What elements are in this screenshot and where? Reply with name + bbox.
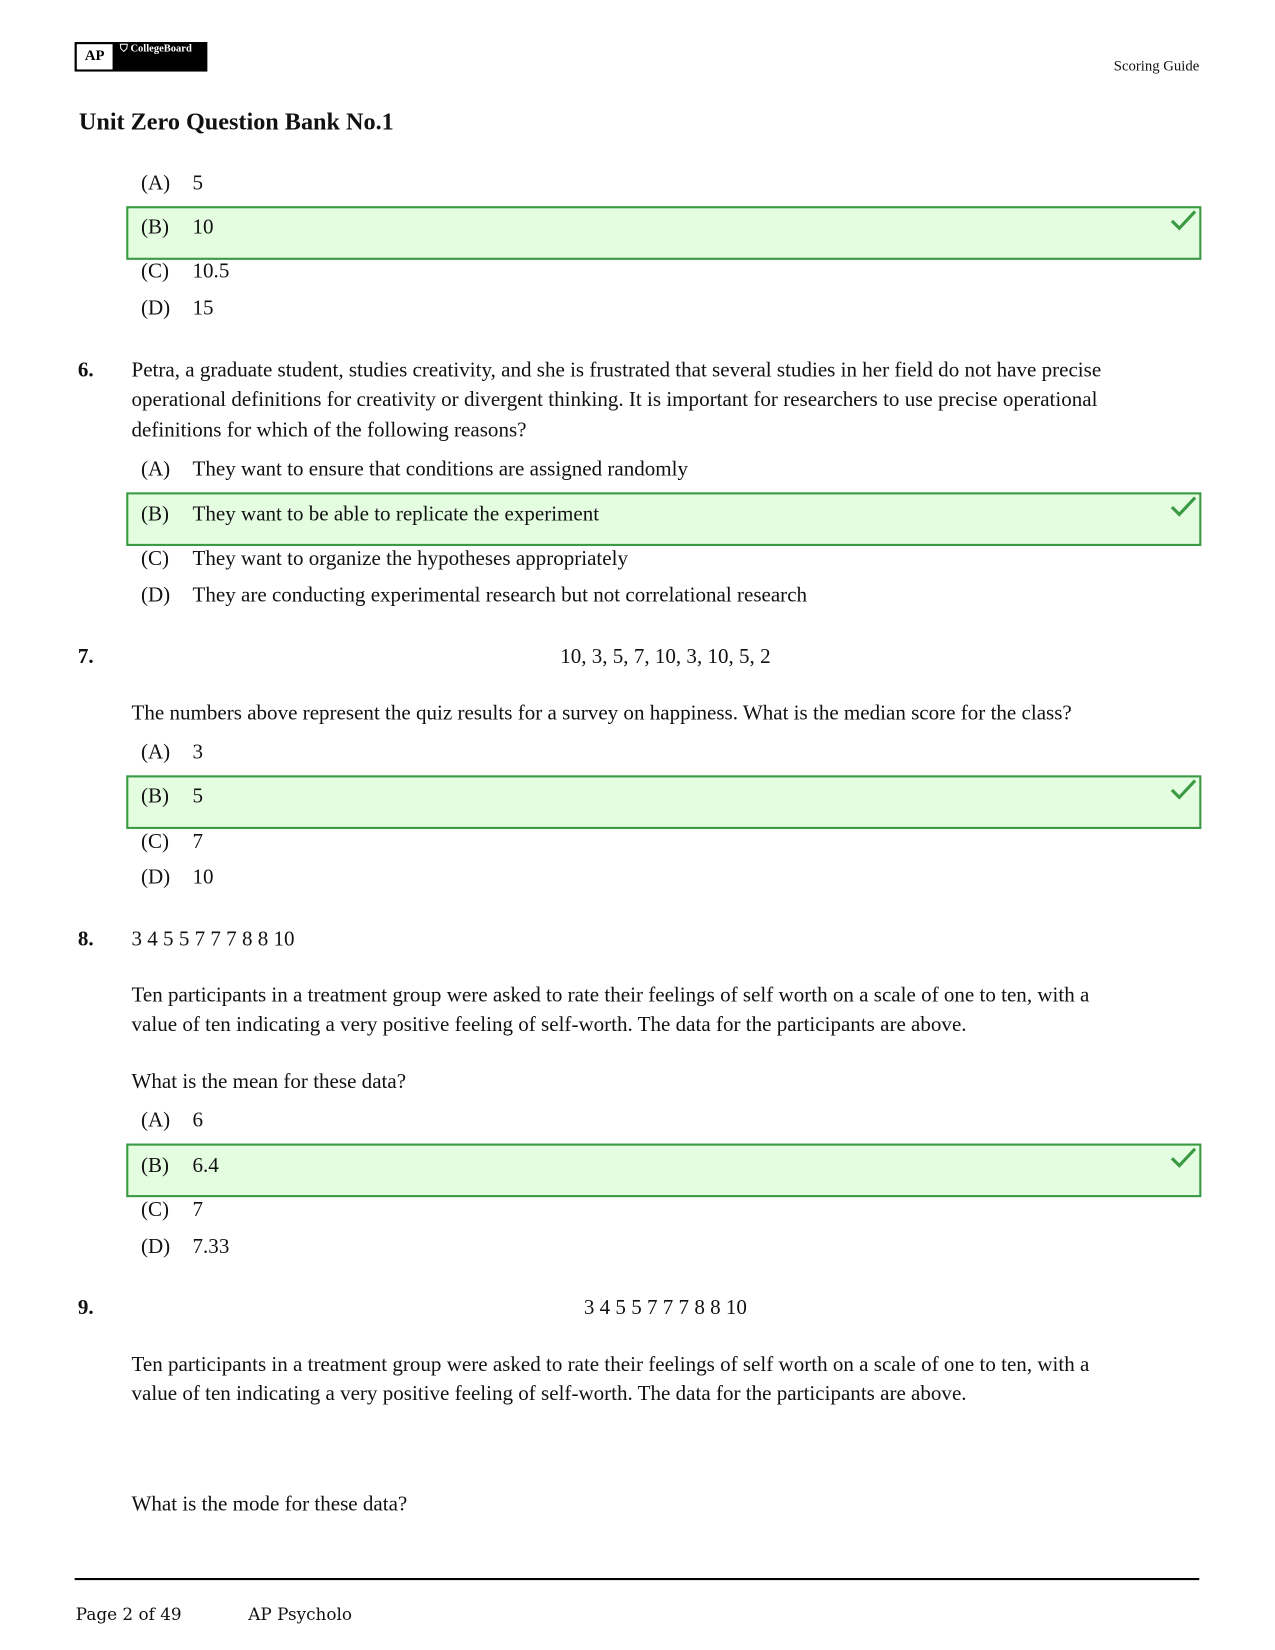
option-text: 6.4 [192,1154,219,1178]
option-text: 7 [192,830,204,854]
question-stem: What is the mean for these data? [131,1069,407,1094]
option-letter: (C) [140,830,170,854]
question-text: Ten participants in a treatment group were asked to rate their feelings of self worth on a scale of one to ten, with a [131,1352,1090,1377]
option-letter: (C) [140,547,170,571]
correct-answer-highlight [126,775,1201,829]
header-scoring-guide: Scoring Guide [1113,58,1200,75]
question-text: value of ten indicating a very positive feeling of self-worth. The data for the participants are above. [131,1013,967,1037]
correct-answer-highlight [126,1144,1201,1198]
logo-ap: AP [77,44,113,69]
correct-answer-highlight [126,206,1201,260]
question-data: 10, 3, 5, 7, 10, 3, 10, 5, 2 [560,644,771,669]
option-text: 7.33 [192,1235,230,1259]
option-letter: (D) [140,1235,171,1259]
option-text: 3 [192,740,204,764]
question-text: Petra, a graduate student, studies creativity, and she is frustrated that several studies in her field do not have precise [131,358,1102,382]
option-text: 5 [192,171,204,195]
option-text: 10.5 [192,259,230,283]
logo-collegeboard-text: CollegeBoard [130,43,192,55]
page-title: Unit Zero Question Bank No.1 [78,108,394,135]
checkmark-icon [1170,208,1197,231]
option-text: 7 [192,1198,204,1222]
option-text: They want to organize the hypotheses appropriately [192,547,628,571]
checkmark-icon [1170,494,1197,517]
option-text: They want to be able to replicate the experiment [192,502,600,526]
option-text: 6 [192,1108,204,1132]
question-number: 9. [77,1296,94,1320]
checkmark-icon [1170,777,1197,800]
question-text: The numbers above represent the quiz results for a survey on happiness. What is the median score for the class? [131,701,1072,725]
option-letter: (B) [140,215,170,239]
question-number: 8. [77,927,94,952]
option-letter: (B) [140,502,170,526]
option-text: They are conducting experimental research but not correlational research [192,583,808,608]
checkmark-icon [1170,1146,1197,1169]
ap-collegeboard-logo [75,42,208,71]
option-letter: (A) [140,457,171,481]
option-letter: (D) [140,583,171,608]
question-text: operational definitions for creativity or divergent thinking. It is important for researchers to use precise operational [131,388,1098,412]
option-letter: (D) [140,296,171,320]
option-letter: (A) [140,740,171,764]
question-data: 3 4 5 5 7 7 7 8 8 10 [131,927,295,952]
option-letter: (A) [140,171,171,195]
question-text: Ten participants in a treatment group were asked to rate their feelings of self worth on a scale of one to ten, with a [131,983,1090,1007]
question-text: definitions for which of the following reasons? [131,418,527,442]
footer-course: AP Psycholo [248,1604,353,1625]
option-letter: (C) [140,259,170,283]
question-stem: What is the mode for these data? [131,1492,408,1516]
page-number: Page 2 of 49 [75,1604,182,1625]
option-text: 15 [192,296,214,320]
option-letter: (B) [140,784,170,808]
option-text: They want to ensure that conditions are assigned randomly [192,457,689,481]
option-text: 5 [192,784,204,808]
footer-divider [75,1578,1200,1580]
option-letter: (A) [140,1108,171,1132]
question-text: value of ten indicating a very positive feeling of self-worth. The data for the participants are above. [131,1382,967,1406]
logo-collegeboard: ⛉ CollegeBoard [119,43,192,55]
option-letter: (C) [140,1198,170,1222]
question-number: 7. [77,644,94,669]
option-letter: (B) [140,1154,170,1178]
question-number: 6. [77,358,94,382]
option-text: 10 [192,865,214,889]
option-text: 10 [192,215,214,239]
option-letter: (D) [140,865,171,889]
question-data: 3 4 5 5 7 7 7 8 8 10 [583,1296,747,1320]
